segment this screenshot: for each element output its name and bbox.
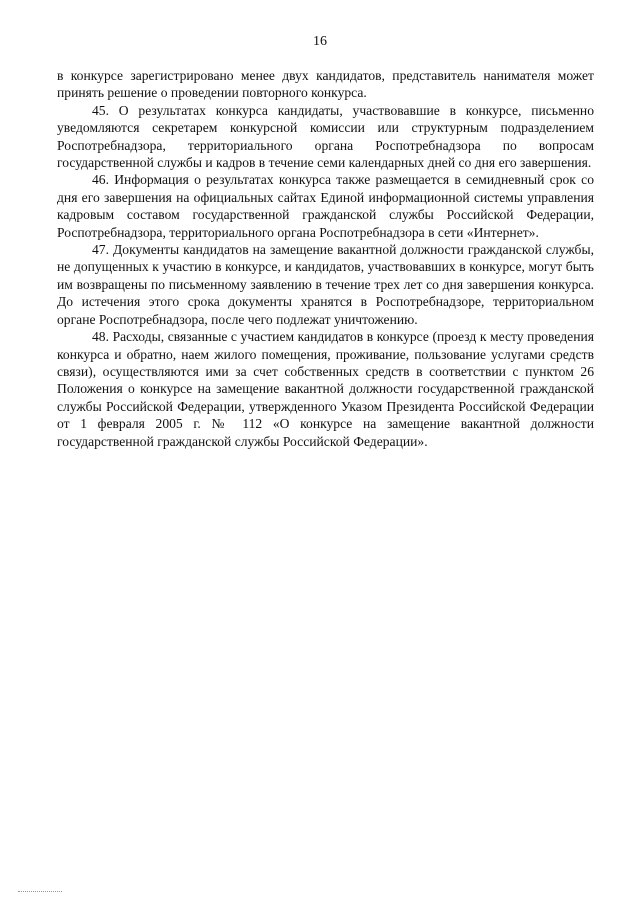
paragraph-46: 46. Информация о результатах конкурса также размещается в семидневный срок со дня его завершения на официальных сайтах Единой информационной системы управления кадровым составом государственной гражданской службы Российской Федерации, Роспотребнадзора, территориального органа Роспотребнадзора в сети «Интернет». xyxy=(57,172,594,240)
paragraph-45: 45. О результатах конкурса кандидаты, участвовавшие в конкурсе, письменно уведомляются секретарем конкурсной комиссии или структурным подразделением Роспотребнадзора, территориального органа Роспотребнадзора по вопросам государственной службы и кадров в течение семи календарных дней со дня его завершения. xyxy=(57,102,594,171)
scan-edge-mark xyxy=(18,891,62,892)
paragraph-47: 47. Документы кандидатов на замещение вакантной должности гражданской службы, не допущенных к участию в конкурсе, и кандидатов, участвовавших в конкурсе, могут быть им возвращены по письменному заявлению в течение трех лет со дня завершения конкурса. До истечения этого срока документы хранятся в Роспотребнадзоре, территориальном органе Роспотребнадзора, после чего подлежат уничтожению. xyxy=(57,242,594,327)
document-body xyxy=(57,67,594,450)
paragraph-48: 48. Расходы, связанные с участием кандидатов в конкурсе (проезд к месту проведения конкурса и обратно, наем жилого помещения, проживание, пользование услугами средств связи), осуществляются ими за счет собственных средств в соответствии с пунктом 26 Положения о конкурсе на замещение вакантной должности государственной гражданской службы Российской Федерации, утвержденного Указом Президента Российской Федерации от 1 февраля 2005 г. № 112 «О конкурсе на замещение вакантной должности государственной гражданской службы Российской Федерации». xyxy=(57,329,594,449)
page-number: 16 xyxy=(313,34,327,49)
paragraph-continuation: в конкурсе зарегистрировано менее двух кандидатов, представитель нанимателя может принять решение о проведении повторного конкурса. xyxy=(57,68,594,101)
